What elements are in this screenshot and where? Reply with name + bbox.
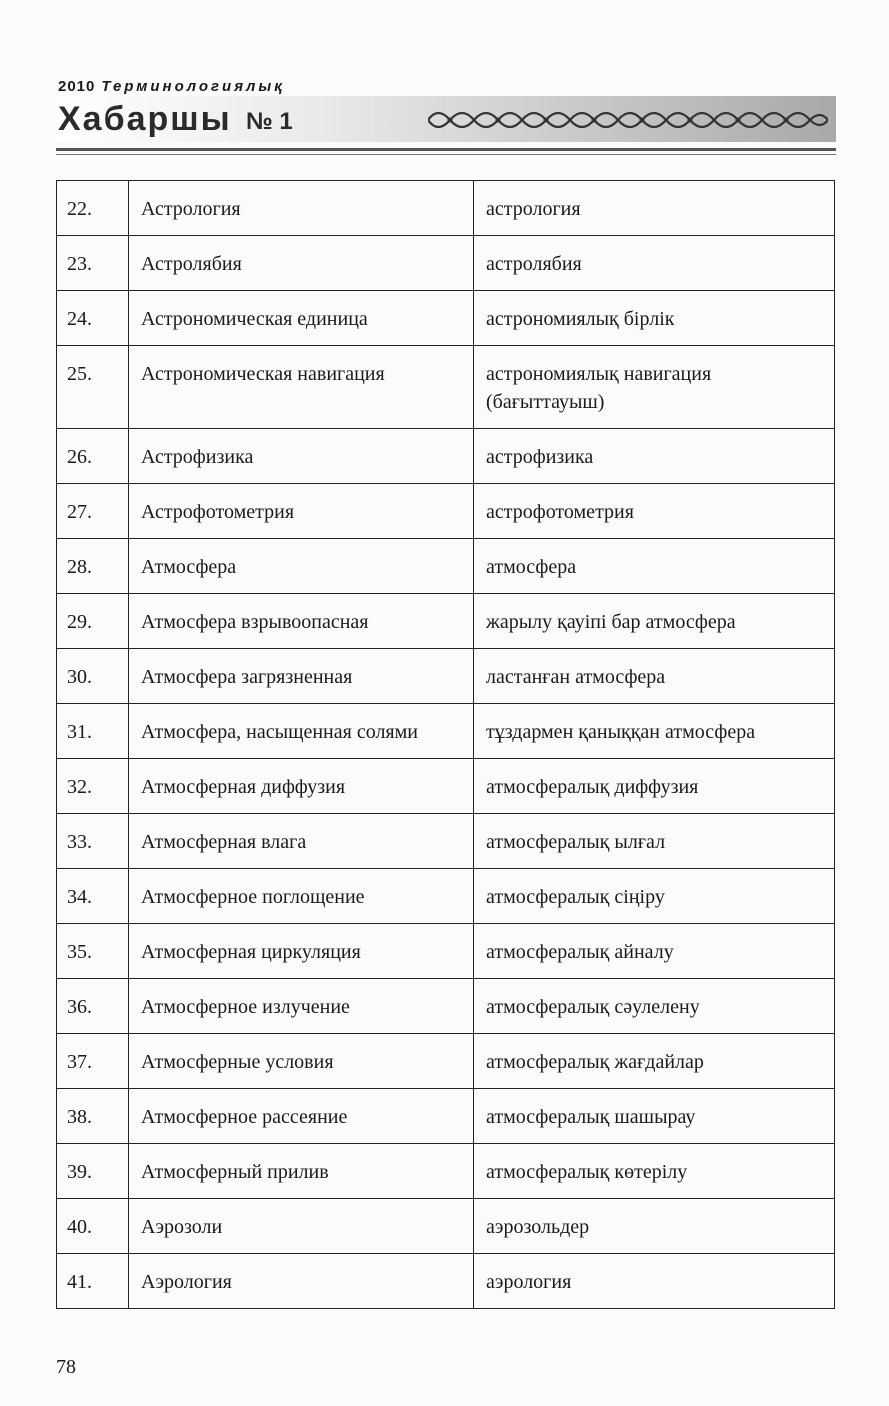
table-row [57,759,835,814]
table-row [57,1034,835,1089]
ornament-icon [428,102,828,138]
term-russian: Атмосфера взрывоопасная [129,594,474,649]
table-row [57,1089,835,1144]
term-number: 26. [57,429,129,484]
term-number: 23. [57,236,129,291]
term-kazakh: астролябия [474,236,835,291]
header-line [58,78,285,95]
term-russian: Атмосферное излучение [129,979,474,1034]
issue-number: № 1 [246,108,293,135]
term-russian: Астрология [129,181,474,236]
year: 2010 [58,78,96,95]
term-number: 32. [57,759,129,814]
term-russian: Аэрология [129,1254,474,1309]
term-number: 33. [57,814,129,869]
term-kazakh: жарылу қауіпі бар атмосфера [474,594,835,649]
term-russian: Атмосферное поглощение [129,869,474,924]
term-kazakh: астрономиялық бірлік [474,291,835,346]
table-row [57,429,835,484]
term-number: 25. [57,346,129,429]
term-russian: Атмосфера [129,539,474,594]
term-kazakh: атмосфералық жағдайлар [474,1034,835,1089]
term-kazakh: атмосфералық шашырау [474,1089,835,1144]
term-kazakh: атмосфералық ылғал [474,814,835,869]
term-kazakh: аэрозольдер [474,1199,835,1254]
term-russian: Атмосферная влага [129,814,474,869]
term-number: 22. [57,181,129,236]
term-number: 41. [57,1254,129,1309]
term-russian: Атмосфера загрязненная [129,649,474,704]
table-row [57,924,835,979]
term-russian: Атмосферные условия [129,1034,474,1089]
page-number: 78 [56,1356,76,1378]
table-row [57,704,835,759]
table-row [57,291,835,346]
term-russian: Атмосферный прилив [129,1144,474,1199]
term-kazakh: ластанған атмосфера [474,649,835,704]
term-number: 38. [57,1089,129,1144]
term-number: 27. [57,484,129,539]
term-kazakh: астрономиялық навигация (бағыттауыш) [474,346,835,429]
header-rule-thick [56,148,836,151]
term-number: 34. [57,869,129,924]
table-row [57,594,835,649]
table-row [57,649,835,704]
table-row [57,236,835,291]
term-number: 31. [57,704,129,759]
header-rule-thin [56,154,836,155]
term-kazakh: астрофотометрия [474,484,835,539]
term-kazakh: астрофизика [474,429,835,484]
table-row [57,814,835,869]
term-russian: Атмосферное рассеяние [129,1089,474,1144]
table-row [57,979,835,1034]
term-russian: Астрономическая единица [129,291,474,346]
terms-table-body [57,181,835,1309]
term-kazakh: атмосфералық айналу [474,924,835,979]
term-russian: Астролябия [129,236,474,291]
table-row [57,869,835,924]
term-number: 28. [57,539,129,594]
term-number: 40. [57,1199,129,1254]
journal-subtitle: Терминологиялық [101,78,285,95]
term-number: 35. [57,924,129,979]
term-russian: Атмосферная циркуляция [129,924,474,979]
term-kazakh: атмосфералық көтерілу [474,1144,835,1199]
term-number: 36. [57,979,129,1034]
term-russian: Астрофотометрия [129,484,474,539]
term-russian: Атмосферная диффузия [129,759,474,814]
term-kazakh: аэрология [474,1254,835,1309]
term-number: 39. [57,1144,129,1199]
table-row [57,181,835,236]
term-kazakh: атмосфера [474,539,835,594]
table-row [57,484,835,539]
table-row [57,346,835,429]
table-row [57,1254,835,1309]
term-kazakh: атмосфералық сәулелену [474,979,835,1034]
journal-title: Хабаршы [58,100,232,138]
term-number: 29. [57,594,129,649]
term-number: 37. [57,1034,129,1089]
term-russian: Астрофизика [129,429,474,484]
term-kazakh: астрология [474,181,835,236]
term-kazakh: атмосфералық сіңіру [474,869,835,924]
table-row [57,1144,835,1199]
table-row [57,539,835,594]
term-number: 30. [57,649,129,704]
term-kazakh: атмосфералық диффузия [474,759,835,814]
term-russian: Атмосфера, насыщенная солями [129,704,474,759]
page-header [56,72,836,162]
term-russian: Астрономическая навигация [129,346,474,429]
terms-table [56,180,835,1309]
term-russian: Аэрозоли [129,1199,474,1254]
table-row [57,1199,835,1254]
term-number: 24. [57,291,129,346]
term-kazakh: тұздармен қаныққан атмосфера [474,704,835,759]
